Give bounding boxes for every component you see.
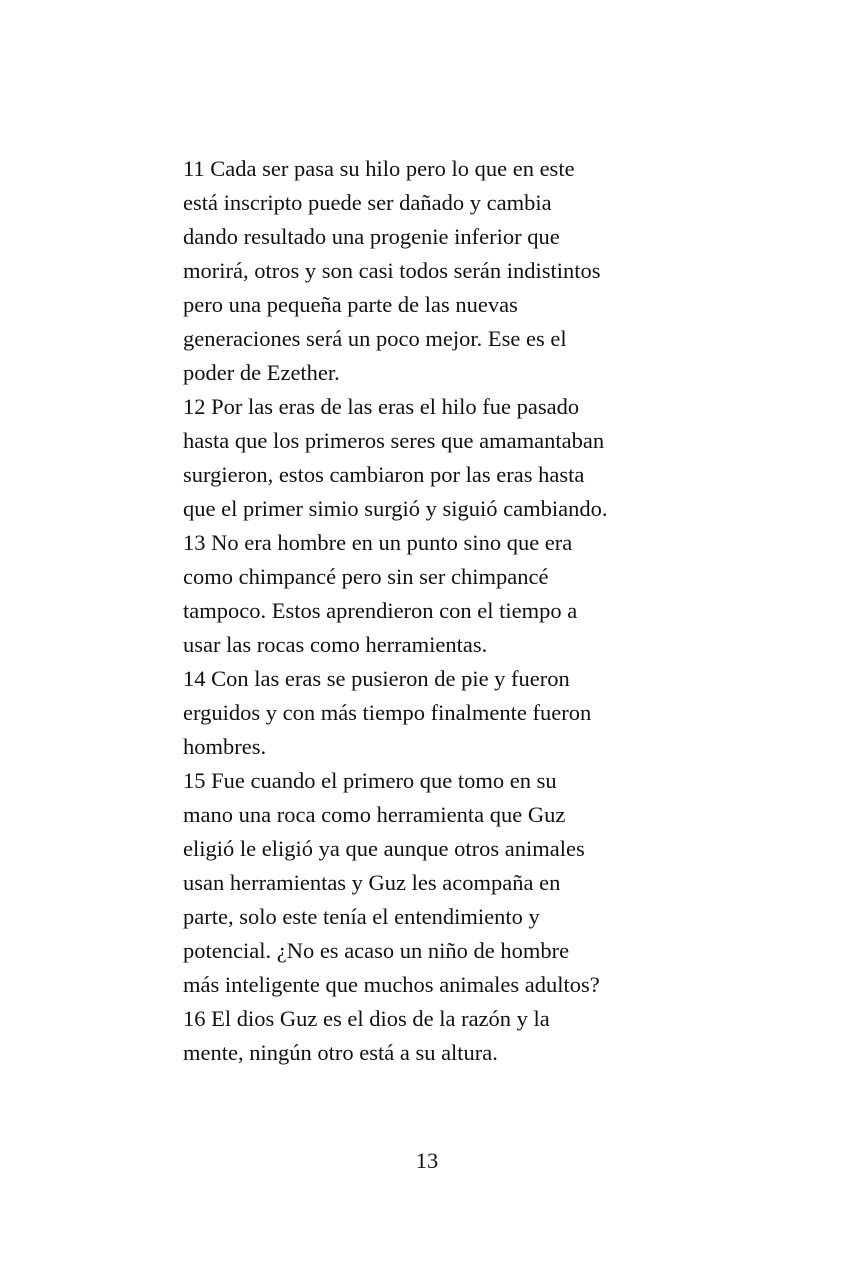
text-line: surgieron, estos cambiaron por las eras hasta [183,462,585,487]
text-line: mente, ningún otro está a su altura. [183,1040,498,1065]
text-line: más inteligente que muchos animales adultos? [183,972,600,997]
verse-11 [183,152,683,390]
text-line: potencial. ¿No es acaso un niño de hombre [183,938,570,963]
text-line: dando resultado una progenie inferior que [183,224,560,249]
body-text [183,152,683,1070]
text-line: hasta que los primeros seres que amamantaban [183,428,605,453]
text-line: 11 Cada ser pasa su hilo pero lo que en este [183,156,575,181]
text-line: usan herramientas y Guz les acompaña en [183,870,561,895]
verse-14 [183,662,683,764]
page-number: 13 [415,1148,439,1173]
text-line: como chimpancé pero sin ser chimpancé [183,564,549,589]
text-line: 12 Por las eras de las eras el hilo fue pasado [183,394,580,419]
text-line: que el primer simio surgió y siguió cambiando. [183,496,608,521]
text-line: erguidos y con más tiempo finalmente fueron [183,700,592,725]
text-line: 13 No era hombre en un punto sino que era [183,530,573,555]
verse-16 [183,1002,683,1070]
verse-15 [183,764,683,1002]
text-line: 14 Con las eras se pusieron de pie y fueron [183,666,570,691]
text-line: generaciones será un poco mejor. Ese es el [183,326,567,351]
text-line: pero una pequeña parte de las nuevas [183,292,518,317]
text-line: está inscripto puede ser dañado y cambia [183,190,552,215]
text-line: 16 El dios Guz es el dios de la razón y la [183,1006,550,1031]
text-line: parte, solo este tenía el entendimiento y [183,904,540,929]
text-line: mano una roca como herramienta que Guz [183,802,566,827]
verse-13 [183,526,683,662]
text-line: tampoco. Estos aprendieron con el tiempo a [183,598,578,623]
text-line: hombres. [183,734,267,759]
text-line: 15 Fue cuando el primero que tomo en su [183,768,557,793]
text-line: morirá, otros y son casi todos serán indistintos [183,258,601,283]
text-line: poder de Ezether. [183,360,340,385]
text-line: usar las rocas como herramientas. [183,632,488,657]
verse-12 [183,390,683,526]
text-line: eligió le eligió ya que aunque otros animales [183,836,585,861]
